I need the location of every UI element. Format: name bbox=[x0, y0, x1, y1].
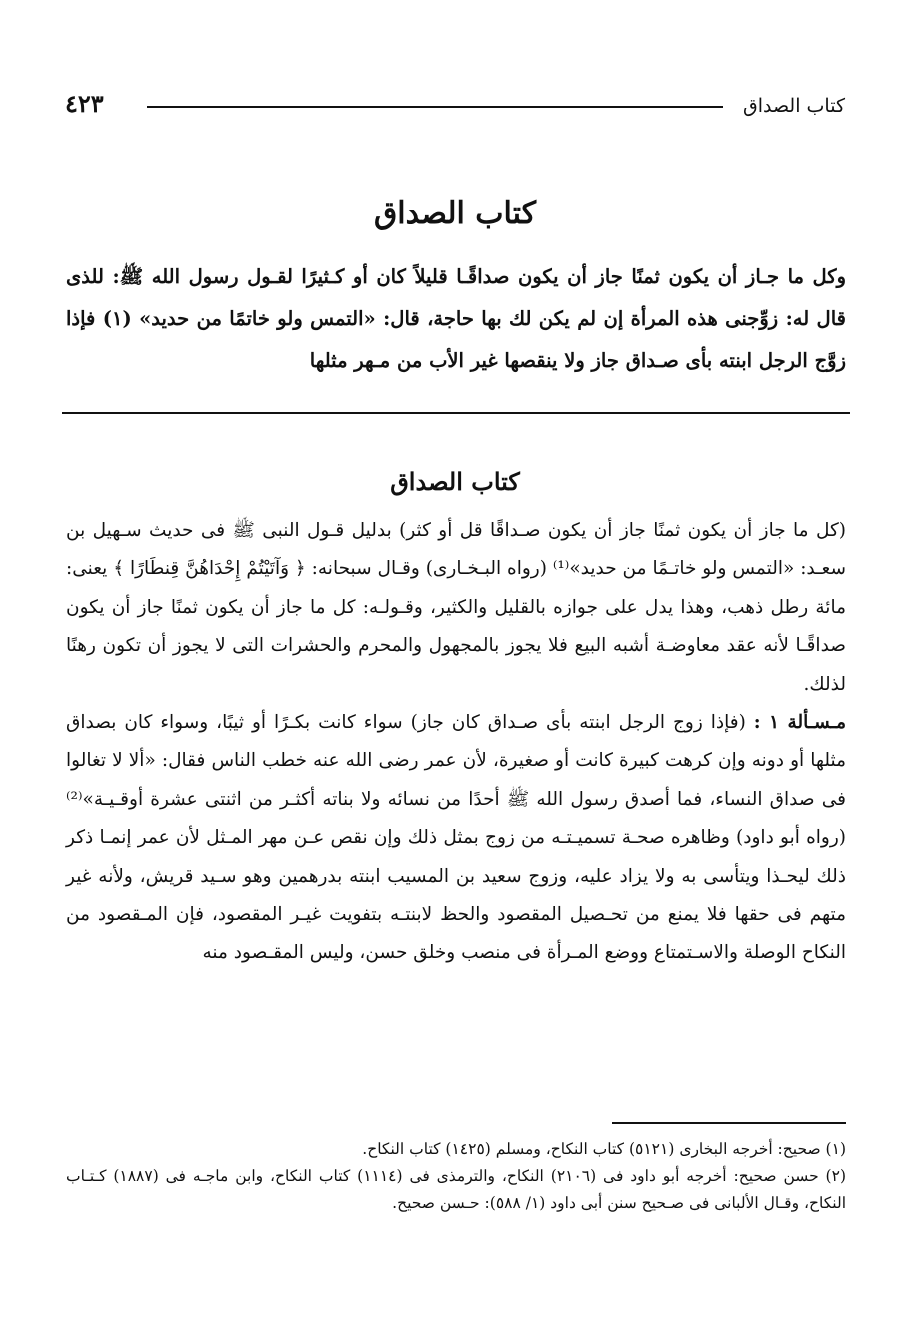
footnote-divider bbox=[612, 1122, 846, 1124]
footnotes bbox=[66, 1136, 846, 1217]
matn-divider bbox=[62, 412, 850, 414]
masala-label: مـسـألة ١ : bbox=[753, 712, 846, 734]
commentary-title: كتاب الصداق bbox=[390, 467, 520, 496]
commentary-body bbox=[66, 512, 846, 973]
matn-text: وكل ما جـاز أن يكون ثمنًا جاز أن يكون صداقًـا قليلاً كان أو كـثيرًا لقـول رسول الله ﷺ: للذى قال له: زوِّجنى هذه المرأة إن لم يكن لك بها حاجة، قال: «التمس ولو خاتمًا من حديد» (١) فإذا زوَّج الرجل ابنته بأى صـداق جاز ولا ينقصها غير الأب من مـهر مثلها bbox=[66, 265, 846, 372]
page-number: ٤٢٣ bbox=[65, 89, 104, 118]
running-header bbox=[65, 89, 845, 124]
footnote: (٢) حسن صحيح: أخرجه أبو داود فى (٢١٠٦) النكاح، والترمذى فى (١١١٤) كتاب النكاح، وابن ماجـه فى (١٨٨٧) كـتـاب النكاح، وقـال الألبانى فى صـحيح سنن أبى داود (١/ ٥٨٨): حـسن صحيح. bbox=[66, 1167, 846, 1212]
chapter-title: كتاب الصداق bbox=[373, 196, 536, 231]
header-rule bbox=[147, 106, 723, 108]
footnote: (١) صحيح: أخرجه البخارى (٥١٢١) كتاب النكاح، ومسلم (١٤٢٥) كتاب النكاح. bbox=[362, 1140, 846, 1158]
commentary-paragraph bbox=[66, 704, 846, 973]
commentary-paragraph: (كل ما جاز أن يكون ثمنًا جاز أن يكون صـداقًا قل أو كثر) بدليل قـول النبى ﷺ فى حديث سـهيل بن سعـد: «التمس ولو خاتـمًا من حديد»⁽¹⁾ (رواه البـخـارى) وقـال سبحانه: ﴿ وَآتَيْتُمْ إِحْدَاهُنَّ قِنطَارًا ﴾ يعنى: مائة رطل ذهب، وهذا يدل على جوازه بالقليل والكثير، وقـولـه: كل ما جاز أن يكون ثمنًا جاز أن يكون صداقًـا لأنه عقد معاوضـة أشبه البيع فلا يجوز بالمجهول والمحرم والحشرات التى لا يجوز أن تكون رهنًا لذلك. bbox=[66, 520, 846, 695]
running-title: كتاب الصداق bbox=[742, 95, 845, 117]
masala-text: (فإذا زوج الرجل ابنته بأى صـداق كان جاز) سواء كانت بكـرًا أو ثيبًا، وسواء كان بصداق مثلها أو دونه وإن كرهت كبيرة كانت أو صغيرة، لأن عمر رضى الله عنه خطب الناس فقال: «ألا لا تغالوا فى صداق النساء، فما أصدق رسول الله ﷺ أحدًا من نسائه ولا بناته أكثـر من اثنتى عشرة أوقـيـة»⁽²⁾ (رواه أبو داود) وظاهره صحـة تسميـتـه من زوج بمثل ذلك وإن نقص عـن مهر المـثل لأن عمر إنمـا ذكر ذلك ليحـذا ويتأسى به ولا يزاد عليه، وزوج سعيد بن المسيب ابنته بدرهمين وهو سـيد قريش، ولأنه غير متهم فى حقها فلا يمنع من تحـصيل المقصود والحظ لابنتـه بتفويت غيـر المقصود، فإن المـقصود من النكاح الوصلة والاسـتمتاع ووضع المـرأة فى منصب وخلق حسن، وليس المقـصود منه bbox=[66, 712, 846, 964]
